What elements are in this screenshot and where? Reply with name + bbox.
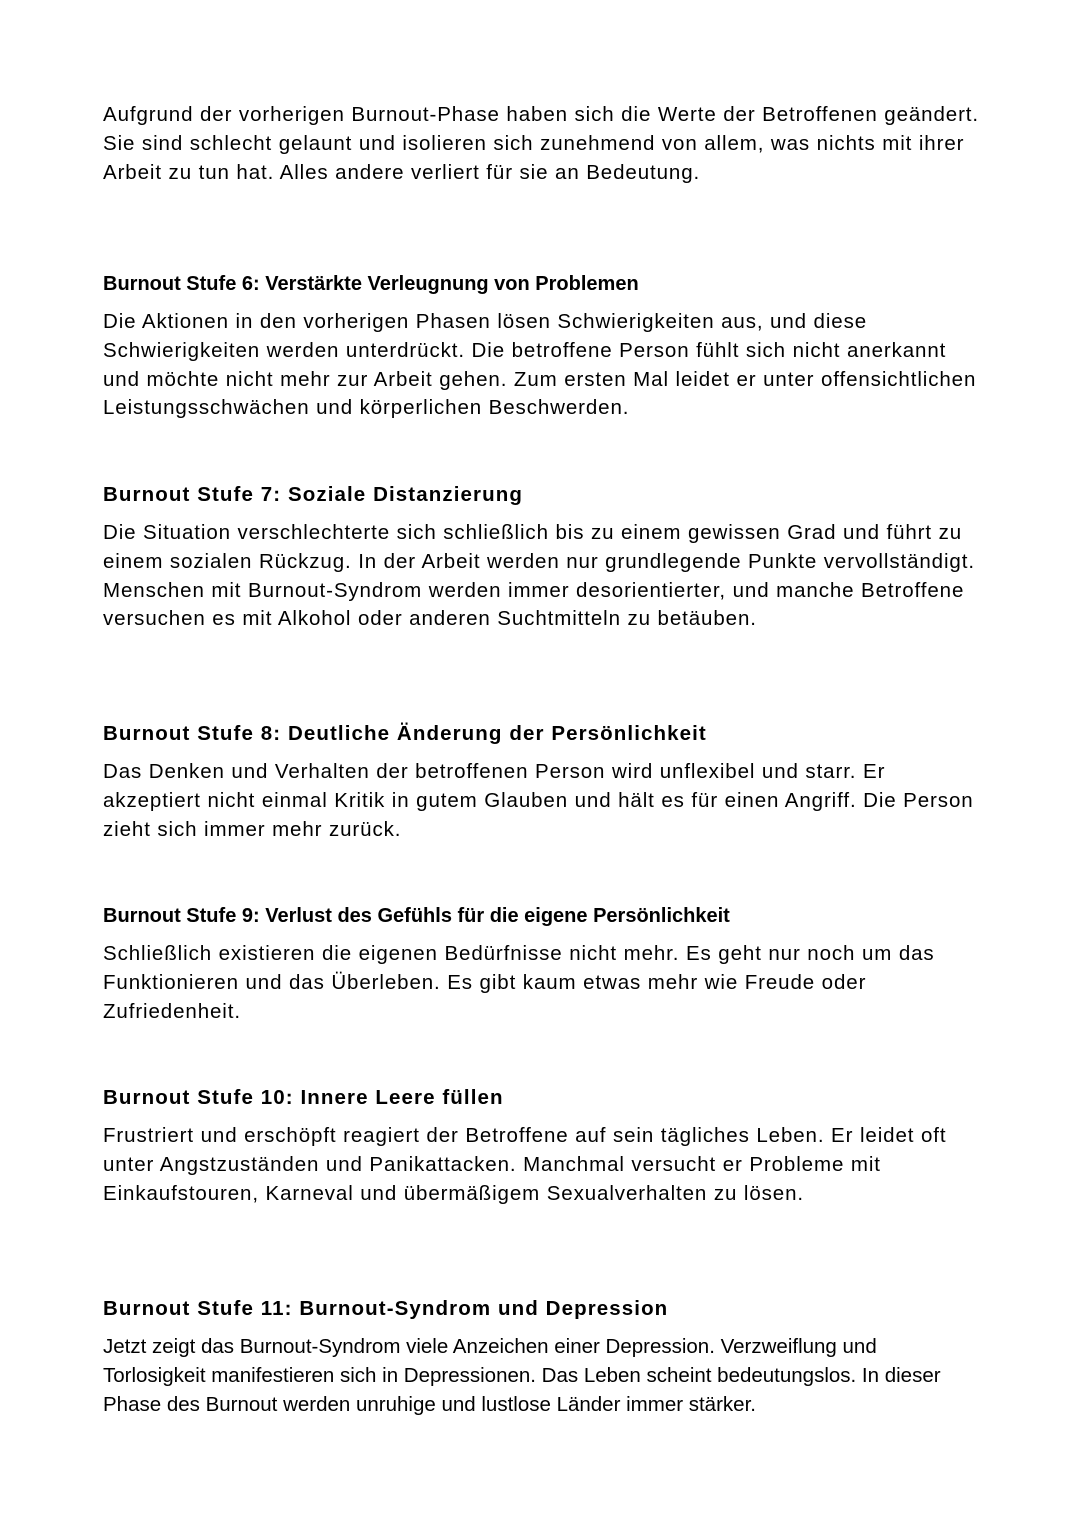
section-stufe-11 — [103, 1295, 983, 1419]
intro-paragraph-block — [103, 101, 983, 187]
section-body: Schließlich existieren die eigenen Bedürfnisse nicht mehr. Es geht nur noch um das Funktionieren und das Überleben. Es gibt kaum etwas mehr wie Freude oder Zufriedenheit. — [103, 942, 935, 1023]
intro-paragraph: Aufgrund der vorherigen Burnout-Phase haben sich die Werte der Betroffenen geändert. Sie sind schlecht gelaunt und isolieren sich zunehmend von allem, was nichts mit ihrer Arbeit zu tun hat. Alles andere verliert für sie an Bedeutung. — [103, 103, 980, 184]
section-body: Die Situation verschlechterte sich schließlich bis zu einem gewissen Grad und führt zu einem sozialen Rückzug. In der Arbeit werden nur grundlegende Punkte vervollständigt. Menschen mit Burnout-Syndrom werden immer desorientierter, und manche Betroffene versuchen es mit Alkohol oder anderen Suchtmitteln zu betäuben. — [103, 521, 975, 631]
section-stufe-8 — [103, 720, 983, 844]
section-heading: Burnout Stufe 11: Burnout-Syndrom und Depression — [103, 1297, 669, 1320]
section-heading: Burnout Stufe 6: Verstärkte Verleugnung von Problemen — [103, 273, 639, 295]
section-heading: Burnout Stufe 9: Verlust des Gefühls für die eigene Persönlichkeit — [103, 905, 730, 927]
section-stufe-6 — [103, 270, 983, 423]
section-heading: Burnout Stufe 7: Soziale Distanzierung — [103, 483, 523, 506]
section-body: Jetzt zeigt das Burnout-Syndrom viele Anzeichen einer Depression. Verzweiflung und Torlosigkeit manifestieren sich in Depressionen. Das Leben scheint bedeutungslos. In dieser Phase des Burnout werden unruhige und lustlose Länder immer stärker. — [103, 1335, 941, 1416]
section-stufe-9 — [103, 902, 983, 1026]
section-heading: Burnout Stufe 8: Deutliche Änderung der Persönlichkeit — [103, 722, 707, 745]
section-body: Das Denken und Verhalten der betroffenen Person wird unflexibel und starr. Er akzeptiert nicht einmal Kritik in gutem Glauben und hält es für einen Angriff. Die Person zieht sich immer mehr zurück. — [103, 760, 974, 841]
section-body: Frustriert und erschöpft reagiert der Betroffene auf sein tägliches Leben. Er leidet oft unter Angstzuständen und Panikattacken. Manchmal versucht er Probleme mit Einkaufstouren, Karneval und übermäßigem Sexualverhalten zu lösen. — [103, 1124, 947, 1205]
section-stufe-7 — [103, 481, 983, 634]
section-heading: Burnout Stufe 10: Innere Leere füllen — [103, 1086, 504, 1109]
section-body: Die Aktionen in den vorherigen Phasen lösen Schwierigkeiten aus, und diese Schwierigkeiten werden unterdrückt. Die betroffene Person fühlt sich nicht anerkannt und möchte nicht mehr zur Arbeit gehen. Zum ersten Mal leidet er unter offensichtlichen Leistungsschwächen und körperlichen Beschwerden. — [103, 310, 977, 420]
section-stufe-10 — [103, 1084, 983, 1208]
